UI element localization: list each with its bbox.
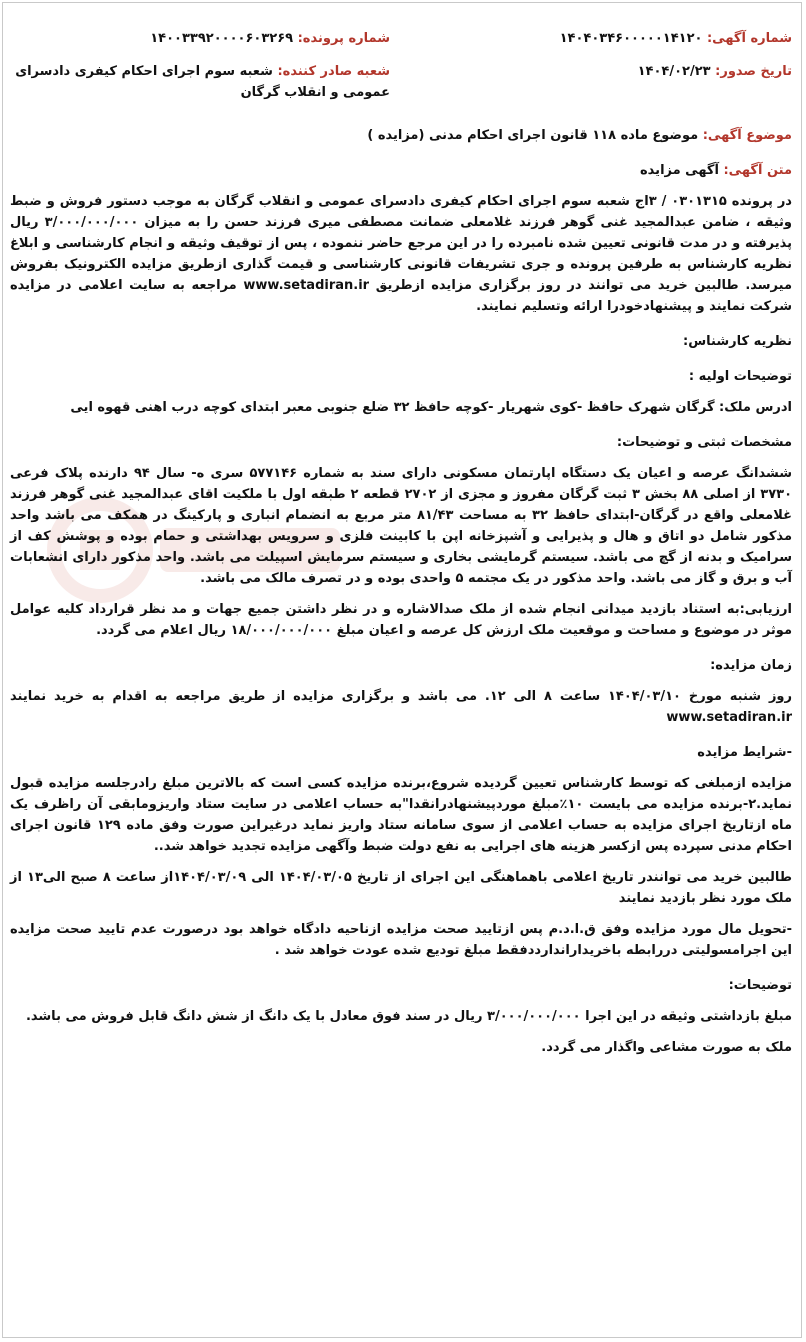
time-heading: زمان مزایده: [710, 658, 792, 673]
subject-value: موضوع ماده ۱۱۸ قانون اجرای احکام مدنی (مزایده ) [367, 128, 699, 143]
notes-heading: توضیحات: [728, 978, 792, 993]
issue-date-label: تاریخ صدور: [715, 64, 792, 79]
address-paragraph: ادرس ملک: گرگان شهرک حافظ -کوی شهریار -کوچه حافظ ۳۲ ضلع جنوبی معبر ابتدای کوچه درب اهنی قهوه ایی [70, 400, 792, 415]
collateral-paragraph: مبلغ بازداشتی وثیقه در این اجرا ۳/۰۰۰/۰۰۰/۰۰۰ ریال در سند فوق معادل با یک دانگ از شش دانگ قابل فروش می باشد. [25, 1009, 792, 1024]
subject-label: موضوع آگهی: [702, 128, 792, 143]
expert-heading: نظریه کارشناس: [683, 334, 792, 349]
share-paragraph: ملک به صورت مشاعی واگذار می گردد. [541, 1040, 792, 1055]
header-row-1 [10, 28, 792, 49]
delivery-paragraph: -تحویل مال مورد مزایده وفق ق.ا.د.م پس ازتایید صحت مزایده ازناحیه دادگاه خواهد بود درصورت عدم تایید صحت مزایده این اجرامسولیتی دررابطه باخریداراندارددفقط مبلغ تودیع شده عودت خواهد شد . [10, 922, 792, 958]
issue-date-value: ۱۴۰۴/۰۲/۲۳ [637, 64, 711, 79]
body-title-value: آگهی مزایده [640, 163, 719, 178]
ad-number [412, 28, 792, 49]
time-paragraph: روز شنبه مورخ ۱۴۰۴/۰۳/۱۰ ساعت ۸ الی ۱۲. می باشد و برگزاری مزایده از طریق مراجعه به اقدام به خرید نمایند www.setadiran.ir [10, 689, 792, 725]
issuer-label: شعبه صادر کننده: [277, 64, 390, 79]
intro-paragraph: در پرونده ۰۳۰۱۳۱۵ / ۳اج شعبه سوم اجرای احکام کیفری دادسرای عمومی و انقلاب گرگان به موجب دستور فروش و ضبط وثیقه ، ضامن عبدالمجید غنی گوهر فرزند غلامعلی ضمانت مصطفی میری فرزند حسن را به میزان ۳/۰۰۰/۰۰۰/۰۰۰ ریال پذیرفته و در مدت قانونی تعیین شده نامبرده را در این مرجع حاضر ننموده ، پس از توقیف وثیقه و انجام کارشناسی و ابلاغ نظریه کارشناس به طرفین پرونده و جری تشریفات قانونی کارشناسی و قیمت گذاری ازطریق مزایده الکترونیک بفروش میرسد. طالبین خرید می توانند در روز برگزاری مزایده ازطریق www.setadiran.ir مراجعه به سایت اعلامی در مزایده شرکت نمایند و پیشنهادخودرا ارائه وتسلیم نمایند. [10, 194, 793, 314]
valuation-paragraph: ارزیابی:به استناد بازدید میدانی انجام شده از ملک صدالاشاره و در نظر داشتن جمیع جهات و مد نظر قرارداد کلیه عوامل موثر در موضوع و مساحت و موقعیت ملک ارزش کل عرصه و اعیان مبلغ ۱۸/۰۰۰/۰۰۰/۰۰۰ ریال اعلام می گردد. [10, 602, 792, 638]
header-row-2 [10, 61, 792, 103]
case-number-value: ۱۴۰۰۳۳۹۲۰۰۰۰۶۰۳۲۶۹ [150, 31, 294, 46]
registry-paragraph: ششدانگ عرصه و اعیان یک دستگاه اپارتمان مسکونی دارای سند به شماره ۵۷۷۱۴۶ سری ه- سال ۹۴ دارنده پلاک فرعی ۳۷۳۰ از اصلی ۸۸ بخش ۳ ثبت گرگان مفروز و مجزی از ۲۷۰۲ قطعه ۲ طبقه اول با ملکیت اقای عبدالمجید غنی گوهر فرزند غلامعلی واقع در گرگان-ابتدای حافظ ۳۲ به مساحت ۸۱/۴۳ متر مربع به انضمام انباری و پارکینگ در همکف می باشد واحد مذکور شامل دو اتاق و هال و پذیرایی و آشپزخانه اپن با کابینت فلزی و سرویس بهداشتی و حمام بوده و پوشش کف از سرامیک و بدنه از گچ می باشد. سیستم گرمایشی بخاری و سیستم سرمایش اسپیلت می باشد. واحد مذکور دارای انشعابات آب و برق و گاز می باشد. واحد مذکور در یک مجتمه ۵ واحدی بوده و در تصرف مالک می باشد. [10, 466, 793, 586]
announcement-document [10, 28, 792, 1068]
initial-heading: توضیحات اولیه : [688, 369, 792, 384]
conditions-paragraph: مزایده ازمبلغی که توسط کارشناس تعیین گردیده شروع،برنده مزایده کسی است که بالاترین مبلغ رادرجلسه مزایده قبول نماید.۲-برنده مزایده می بایست ۱۰٪مبلغ موردپیشنهادرانقدا"به حساب اعلامی در سایت ستاد واریزومابقی آن راظرف یک ماه ازتاریخ اجرای مزایده به حساب اعلامی از سوی سامانه ستاد واریز نماید درغیراین صورت وفق ماده ۱۲۹ قانون اجرای احکام مدنی سپرده پس ازکسر هزینه های اجرایی به نفع دولت ضبط وآگهی مزایده تجدید خواهد شد.. [10, 776, 792, 854]
registry-heading: مشخصات ثبتی و توضیحات: [616, 435, 792, 450]
issuer-value: شعبه سوم اجرای احکام کیفری دادسرای عمومی و انقلاب گرگان [15, 64, 390, 100]
ad-number-label: شماره آگهی: [706, 31, 792, 46]
body-title-line [10, 160, 792, 181]
visit-paragraph: طالبین خرید می توانندر تاریخ اعلامی باهماهنگی این اجرای از تاریخ ۱۴۰۴/۰۳/۰۵ الی ۱۴۰۴/۰۳/۰۹از ساعت ۸ صبح الی۱۳ از ملک مورد نظر بازدید نمایند [10, 870, 793, 906]
body-title-label: متن آگهی: [723, 163, 792, 178]
case-number-label: شماره پرونده: [297, 31, 390, 46]
conditions-heading: -شرایط مزایده [697, 745, 792, 760]
issue-date [412, 61, 792, 103]
ad-number-value: ۱۴۰۴۰۳۴۶۰۰۰۰۰۱۴۱۲۰ [559, 31, 703, 46]
case-number [10, 28, 390, 49]
issuer [10, 61, 390, 103]
subject-line [10, 125, 792, 146]
